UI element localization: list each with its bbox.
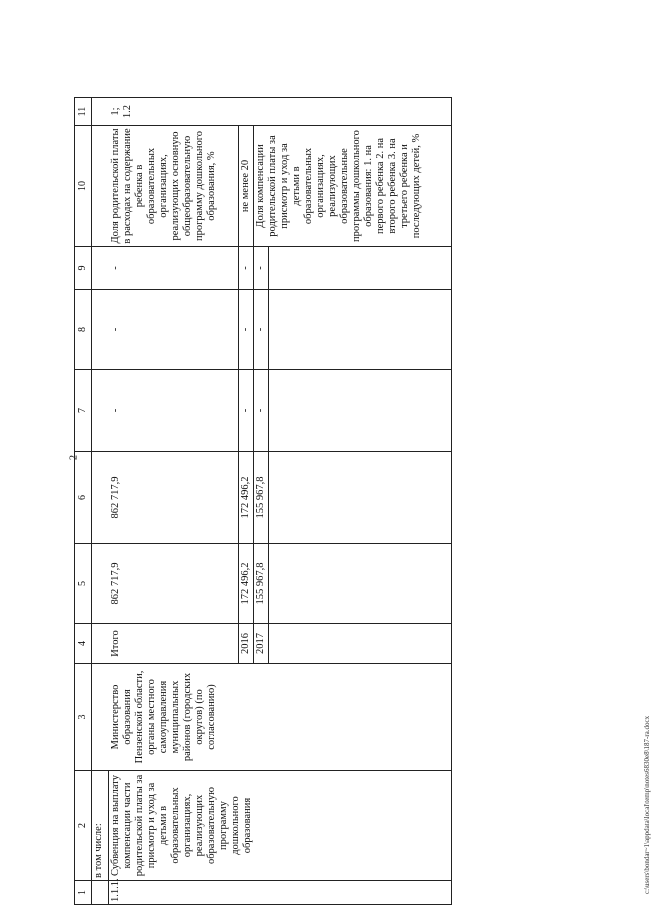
table-row [109, 98, 239, 905]
header-cell: 11 [75, 98, 92, 126]
year-2016-col5: 172 496,2 [238, 544, 253, 624]
year-2017: 2017 [253, 624, 268, 664]
year-2016: 2016 [238, 624, 253, 664]
indicator-1-value: не менее 20 [238, 126, 253, 247]
link-cell: 1; 1.2 [109, 98, 452, 126]
header-cell: 2 [75, 771, 92, 881]
dash-cell: - [238, 370, 253, 452]
dash-cell: - [109, 290, 239, 370]
header-cell: 5 [75, 544, 92, 624]
indicator-1: Доля родительской платы в расходах на содержание ребенка в образовательных организациях, реализующих основную общеобразовательную программу дошкольного образования, % [109, 126, 239, 247]
header-cell: 4 [75, 624, 92, 664]
program-table [74, 97, 452, 905]
year-2017-col6: 155 967,8 [253, 452, 268, 544]
row-executor: Министерство образования Пензенской области, органы местного самоуправления муниципальных районов (городских округов) (по согласованию) [109, 664, 452, 771]
header-cell: 1 [75, 881, 92, 905]
total-label: Итого [109, 624, 239, 664]
page-number: 2 [68, 455, 80, 460]
year-2016-col6: 172 496,2 [238, 452, 253, 544]
indicator-2: Доля компенсации родительской платы за присмотр и уход за детьми в образовательных организациях, реализующих образовательные программы дошкольного образования: 1. на первого ребенка 2. на второго ребенка 3. на третьего ребенка и последующих детей, % [253, 126, 451, 247]
in-that-number: в том числе: [92, 771, 109, 881]
dash-cell: - [238, 247, 253, 290]
dash-cell: - [109, 247, 239, 290]
header-cell: 8 [75, 290, 92, 370]
footer-path: c:\users\bondar~1\appdata\local\temp\notes6830e8\187-ra.docx [643, 715, 651, 894]
rotated-table-sheet [74, 98, 582, 905]
header-cell: 9 [75, 247, 92, 290]
header-row [75, 98, 92, 905]
year-2017-col5: 155 967,8 [253, 544, 268, 624]
row-name: Субвенция на выплату компенсации части родительской платы за присмотр и уход за детьми в образовательных организациях, реализующих образовательную программу дошкольного образования [109, 771, 452, 881]
total-col6: 862 717,9 [109, 452, 239, 544]
row-number: 1.1.1. [109, 881, 452, 905]
subheader-row [92, 98, 109, 905]
header-cell: 10 [75, 126, 92, 247]
header-cell: 3 [75, 664, 92, 771]
dash-cell: - [253, 247, 268, 290]
header-cell: 7 [75, 370, 92, 452]
dash-cell: - [253, 370, 268, 452]
header-cell: 6 [75, 452, 92, 544]
dash-cell: - [253, 290, 268, 370]
total-col5: 862 717,9 [109, 544, 239, 624]
dash-cell: - [238, 290, 253, 370]
dash-cell: - [109, 370, 239, 452]
